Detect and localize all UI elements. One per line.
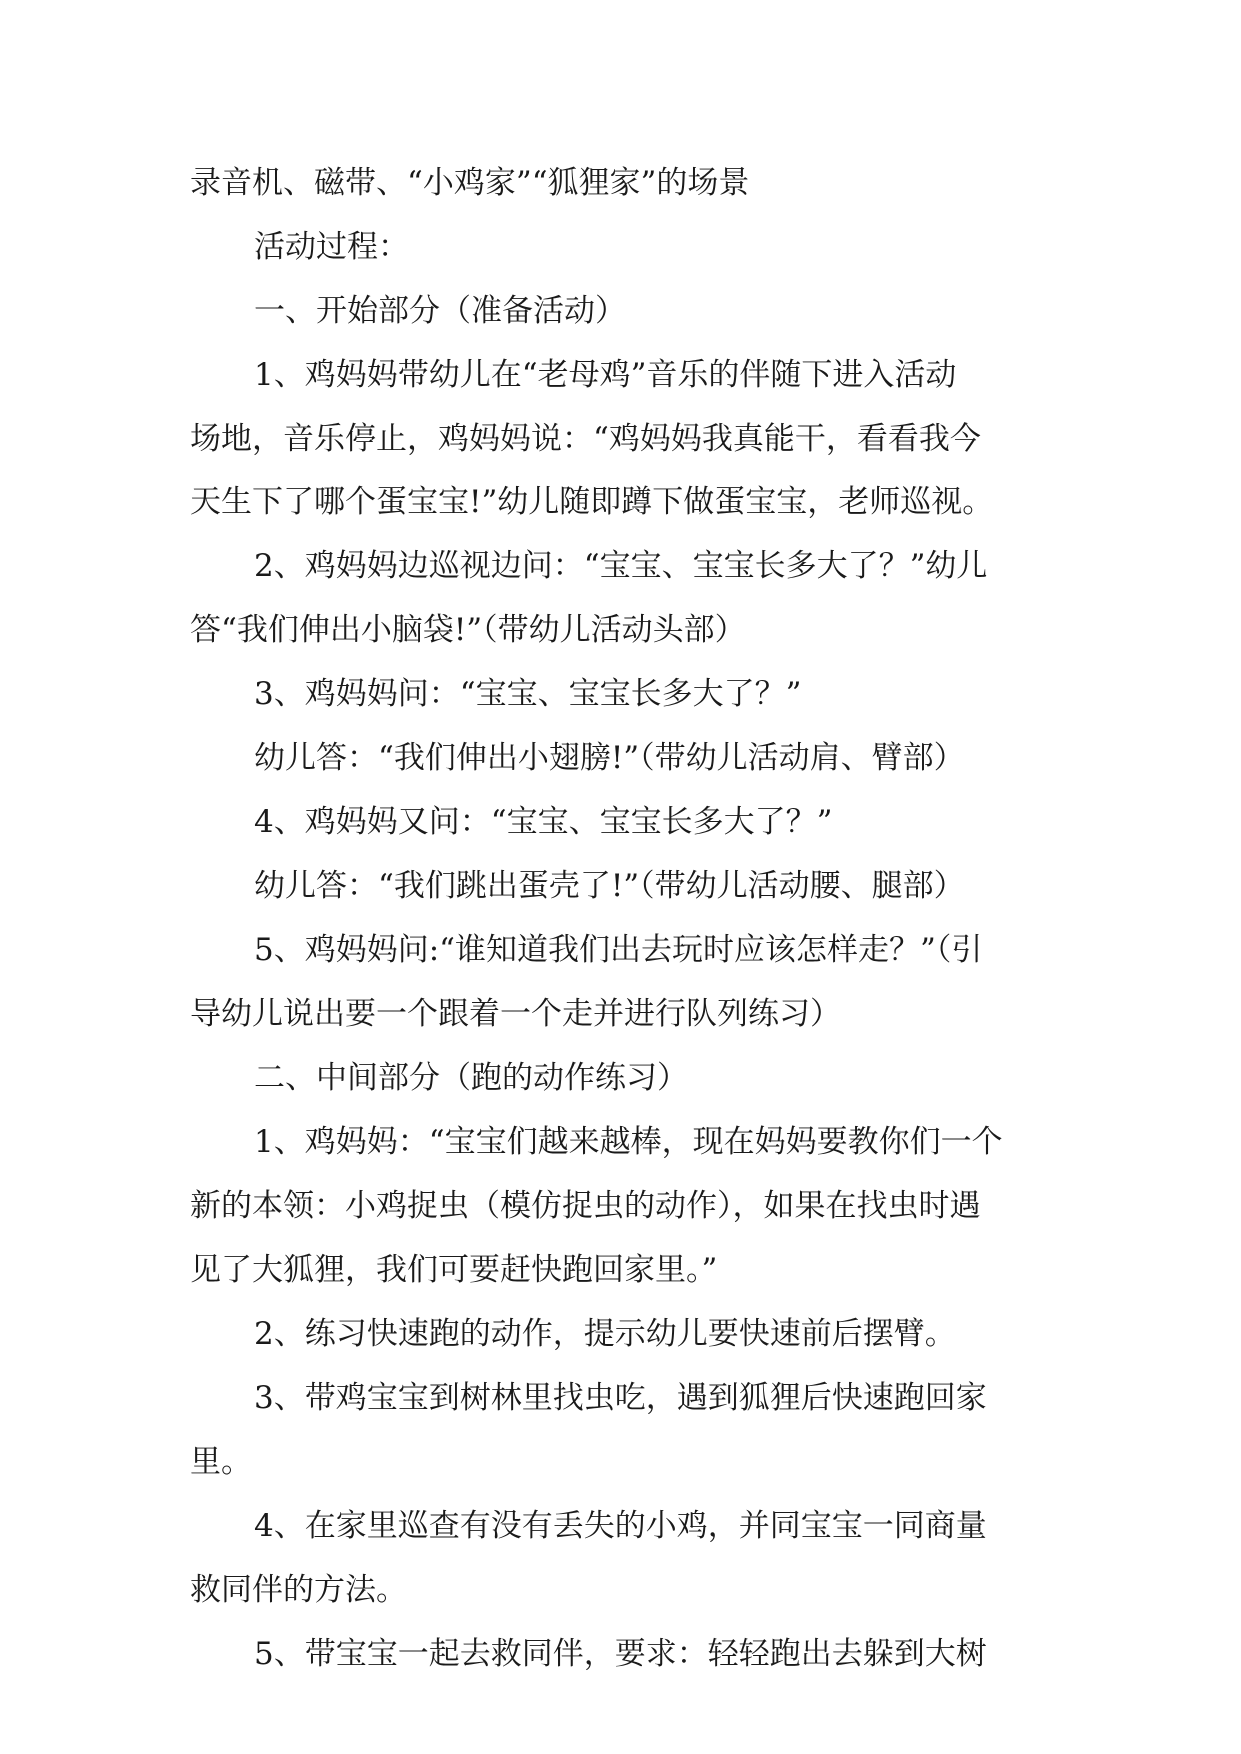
text-line: 1、鸡妈妈带幼儿在“老母鸡”音乐的伴随下进入活动: [254, 357, 957, 393]
text-line: 3、带鸡宝宝到树林里找虫吃，遇到狐狸后快速跑回家: [254, 1380, 987, 1416]
text-line: 3、鸡妈妈问：“宝宝、宝宝长多大了？”: [254, 676, 802, 712]
text-line: 里。: [190, 1444, 252, 1480]
text-line: 场地，音乐停止，鸡妈妈说：“鸡妈妈我真能干，看看我今: [190, 421, 981, 457]
text-line: 2、鸡妈妈边巡视边问：“宝宝、宝宝长多大了？”幼儿: [254, 548, 988, 584]
text-line: 幼儿答：“我们跳出蛋壳了!”（带幼儿活动腰、腿部）: [254, 868, 965, 904]
text-line: 救同伴的方法。: [190, 1572, 407, 1608]
text-line: 5、鸡妈妈问:“谁知道我们出去玩时应该怎样走？”（引: [254, 932, 983, 968]
text-line: 答“我们伸出小脑袋!”（带幼儿活动头部）: [190, 612, 746, 648]
text-line: 5、带宝宝一起去救同伴，要求：轻轻跑出去躲到大树: [254, 1636, 987, 1672]
text-line: 见了大狐狸，我们可要赶快跑回家里。”: [190, 1252, 718, 1288]
text-line: 4、在家里巡查有没有丢失的小鸡，并同宝宝一同商量: [254, 1508, 987, 1544]
text-line: 天生下了哪个蛋宝宝!”幼儿随即蹲下做蛋宝宝，老师巡视。: [190, 484, 994, 520]
text-line: 一、开始部分（准备活动）: [254, 293, 626, 329]
text-line: 新的本领：小鸡捉虫（模仿捉虫的动作），如果在找虫时遇: [190, 1188, 981, 1224]
text-line: 活动过程：: [254, 229, 409, 265]
text-line: 2、练习快速跑的动作，提示幼儿要快速前后摆臂。: [254, 1316, 956, 1352]
text-line: 导幼儿说出要一个跟着一个走并进行队列练习）: [190, 996, 841, 1032]
text-line: 1、鸡妈妈：“宝宝们越来越棒，现在妈妈要教你们一个: [254, 1124, 1003, 1160]
text-line: 幼儿答：“我们伸出小翅膀!”（带幼儿活动肩、臂部）: [254, 740, 965, 776]
text-line: 4、鸡妈妈又问：“宝宝、宝宝长多大了？”: [254, 804, 833, 840]
text-line: 二、中间部分（跑的动作练习）: [254, 1060, 688, 1096]
text-line: 录音机、磁带、“小鸡家”“狐狸家”的场景: [190, 165, 750, 201]
